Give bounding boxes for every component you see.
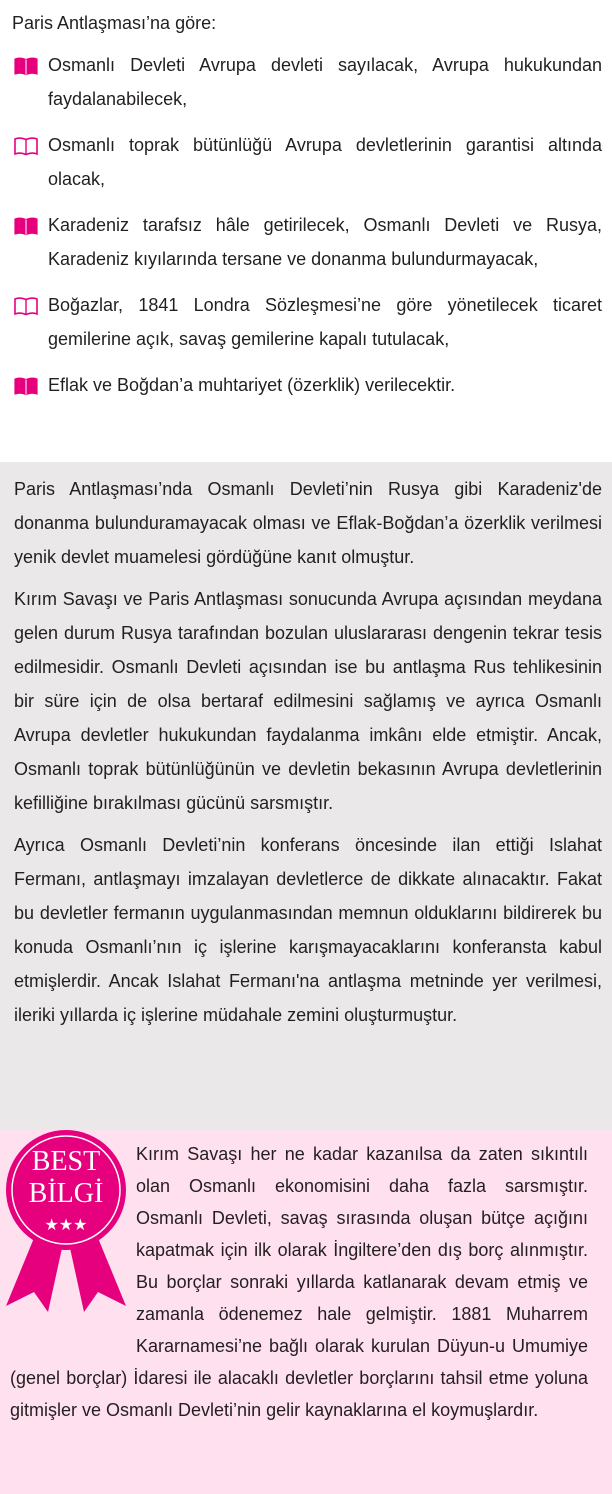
badge-line1: BEST <box>31 1146 101 1177</box>
filled-book-icon <box>14 216 38 236</box>
badge-line2: BİLGİ <box>28 1178 104 1209</box>
filled-book-icon <box>14 376 38 396</box>
best-bilgi-paragraph: Kırım Savaşı her ne kadar kazanılsa da zaten sıkıntılı olan Osmanlı ekonomisini daha fazla sarsmıştır. Osmanlı Devleti, savaş sırasında oluşan bütçe açığını kapatmak için ilk olarak İngiltere’den dış borç alınmıştır. Bu borçlar sonraki yıllarda katlanarak devam etmiş ve zamanla ödenemez hale gelmiştir. 1881 Muharrem Kararnamesi’ne bağlı olarak kurulan Düyun-u Umumiye (genel borçlar) İdaresi ile alacaklı devletler borçlarını tahsil etme yoluna gitmişler ve Osmanlı Devleti’nin gelir kaynaklarına el koymuşlardır. <box>10 1144 588 1420</box>
bullet-text: Karadeniz tarafsız hâle getirilecek, Osmanlı Devleti ve Rusya, Karadeniz kıyılarında tersane ve donanma bulundurmayacak, <box>48 215 602 269</box>
bullet-text: Eflak ve Boğdan’a muhtariyet (özerklik) verilecektir. <box>48 375 456 395</box>
explanation-section <box>0 462 612 1130</box>
bullet-item <box>12 368 602 402</box>
paragraph: Paris Antlaşması’nda Osmanlı Devleti’nin Rusya gibi Karadeniz'de donanma bulunduramayacak olması ve Eflak-Boğdan’a özerklik verilmesi yenik devlet muamelesi gördüğüne kanıt olmuştur. <box>14 479 602 567</box>
filled-book-icon <box>14 56 38 76</box>
outline-book-icon <box>14 136 38 156</box>
bullet-item <box>12 208 602 276</box>
intro-title: Paris Antlaşması’na göre: <box>12 13 217 33</box>
bullet-item <box>12 288 602 356</box>
bullet-item <box>12 128 602 196</box>
paragraph: Ayrıca Osmanlı Devleti’nin konferans öncesinde ilan ettiği Islahat Fermanı, antlaşmayı imzalayan devletlerce de dikkate alınacaktır. Fakat bu devletler fermanın uygulanmasından memnun olduklarını bildirerek bu konuda Osmanlı’nın iç işlerine karışmayacaklarını konferansta kabul etmişlerdir. Ancak Islahat Fermanı'na antlaşma metninde yer verilmesi, ileriki yıllarda iç işlerine müdahale zemini oluşturmuştur. <box>14 835 602 1025</box>
bullet-item <box>12 48 602 116</box>
best-bilgi-box <box>0 1130 612 1494</box>
treaty-terms-section <box>12 6 602 414</box>
bullet-text: Osmanlı Devleti Avrupa devleti sayılacak, Avrupa hukukundan faydalanabilecek, <box>48 55 602 109</box>
bullet-text: Osmanlı toprak bütünlüğü Avrupa devletlerinin garantisi altında olacak, <box>48 135 602 189</box>
outline-book-icon <box>14 296 38 316</box>
bullet-text: Boğazlar, 1841 Londra Sözleşmesi’ne göre yönetilecek ticaret gemilerine açık, savaş gemilerine kapalı tutulacak, <box>48 295 602 349</box>
best-bilgi-text <box>0 1138 588 1426</box>
badge-stars: ★★★ <box>44 1215 88 1234</box>
paragraph: Kırım Savaşı ve Paris Antlaşması sonucunda Avrupa açısından meydana gelen durum Rusya tarafından bozulan uluslararası dengenin tekrar tesis edilmesidir. Osmanlı Devleti açısından ise bu antlaşma Rus tehlikesinin bir süre için de olsa bertaraf edilmesini sağlamış ve ayrıca Osmanlı Avrupa devletler hukukundan faydalanma imkânı elde etmiştir. Ancak, Osmanlı toprak bütünlüğünün ve devletin bekasının Avrupa devletlerinin kefilliğine bırakılması gücünü sarsmıştır. <box>14 589 602 813</box>
